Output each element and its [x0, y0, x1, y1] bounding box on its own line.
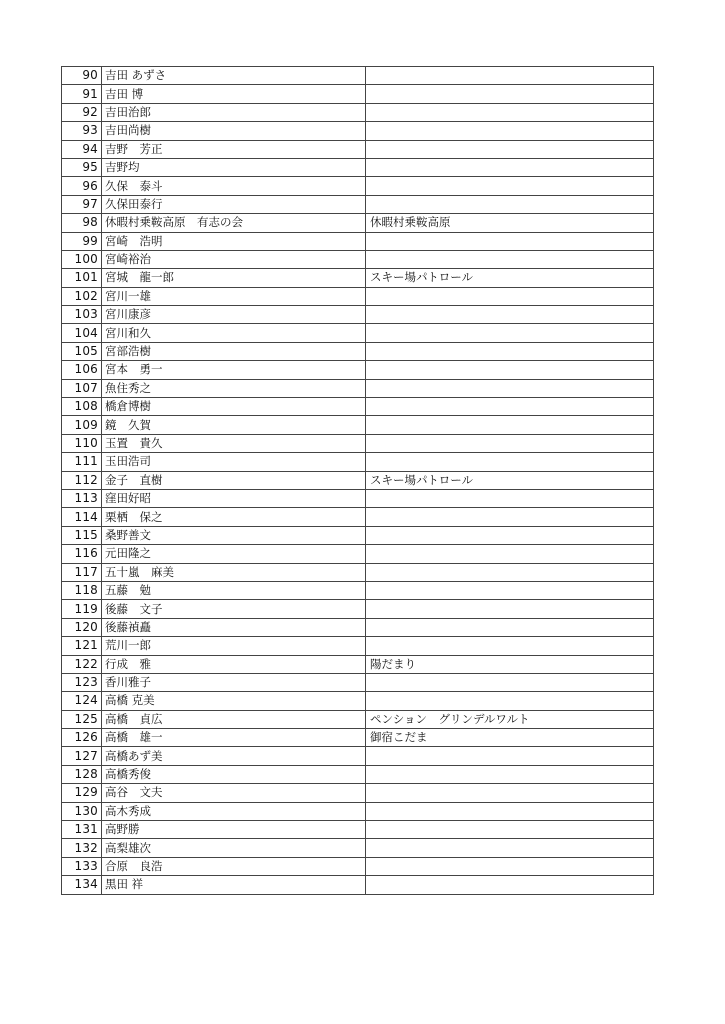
name-cell: 吉田治郎: [102, 103, 366, 121]
affiliation-cell: スキー場パトロール: [366, 471, 654, 489]
affiliation-cell: [366, 821, 654, 839]
table-row: [62, 600, 654, 618]
row-number-cell: 110: [62, 434, 102, 452]
row-number-cell: 118: [62, 581, 102, 599]
affiliation-cell: [366, 158, 654, 176]
table-row: [62, 269, 654, 287]
row-number-cell: 132: [62, 839, 102, 857]
table-row: [62, 195, 654, 213]
table-row: [62, 563, 654, 581]
name-cell: 元田隆之: [102, 545, 366, 563]
name-cell: 窪田好昭: [102, 489, 366, 507]
affiliation-cell: [366, 784, 654, 802]
table-row: [62, 618, 654, 636]
row-number-cell: 130: [62, 802, 102, 820]
affiliation-cell: [366, 122, 654, 140]
table-row: [62, 526, 654, 544]
affiliation-cell: [366, 802, 654, 820]
name-cell: 五十嵐 麻美: [102, 563, 366, 581]
affiliation-cell: [366, 673, 654, 691]
table-row: [62, 140, 654, 158]
table-row: [62, 857, 654, 875]
affiliation-cell: [366, 508, 654, 526]
row-number-cell: 126: [62, 729, 102, 747]
name-cell: 行成 雅: [102, 655, 366, 673]
row-number-cell: 120: [62, 618, 102, 636]
row-number-cell: 101: [62, 269, 102, 287]
roster-sheet: [61, 66, 653, 895]
name-cell: 宮川康彦: [102, 306, 366, 324]
affiliation-cell: [366, 453, 654, 471]
affiliation-cell: [366, 287, 654, 305]
table-row: [62, 655, 654, 673]
affiliation-cell: [366, 398, 654, 416]
name-cell: 宮川一雄: [102, 287, 366, 305]
table-row: [62, 581, 654, 599]
row-number-cell: 98: [62, 214, 102, 232]
affiliation-cell: [366, 177, 654, 195]
affiliation-cell: [366, 600, 654, 618]
name-cell: 鏡 久賀: [102, 416, 366, 434]
row-number-cell: 116: [62, 545, 102, 563]
name-cell: 高橋 克美: [102, 692, 366, 710]
affiliation-cell: [366, 526, 654, 544]
row-number-cell: 91: [62, 85, 102, 103]
table-row: [62, 379, 654, 397]
row-number-cell: 128: [62, 765, 102, 783]
row-number-cell: 123: [62, 673, 102, 691]
affiliation-cell: [366, 545, 654, 563]
table-row: [62, 158, 654, 176]
row-number-cell: 106: [62, 361, 102, 379]
row-number-cell: 109: [62, 416, 102, 434]
table-row: [62, 416, 654, 434]
name-cell: 宮崎 浩明: [102, 232, 366, 250]
name-cell: 宮崎裕治: [102, 250, 366, 268]
affiliation-cell: 休暇村乗鞍高原: [366, 214, 654, 232]
name-cell: 宮川和久: [102, 324, 366, 342]
affiliation-cell: [366, 67, 654, 85]
name-cell: 宮部浩樹: [102, 342, 366, 360]
row-number-cell: 97: [62, 195, 102, 213]
table-row: [62, 453, 654, 471]
table-row: [62, 85, 654, 103]
row-number-cell: 107: [62, 379, 102, 397]
row-number-cell: 124: [62, 692, 102, 710]
affiliation-cell: [366, 857, 654, 875]
affiliation-cell: [366, 618, 654, 636]
row-number-cell: 133: [62, 857, 102, 875]
table-row: [62, 122, 654, 140]
table-row: [62, 876, 654, 894]
affiliation-cell: [366, 85, 654, 103]
name-cell: 高梨雄次: [102, 839, 366, 857]
affiliation-cell: [366, 324, 654, 342]
affiliation-cell: [366, 195, 654, 213]
name-cell: 後藤禎矗: [102, 618, 366, 636]
name-cell: 荒川一郎: [102, 637, 366, 655]
row-number-cell: 119: [62, 600, 102, 618]
table-row: [62, 398, 654, 416]
affiliation-cell: [366, 581, 654, 599]
name-cell: 高橋あず美: [102, 747, 366, 765]
name-cell: 久保 泰斗: [102, 177, 366, 195]
name-cell: 五藤 勉: [102, 581, 366, 599]
row-number-cell: 131: [62, 821, 102, 839]
table-row: [62, 765, 654, 783]
affiliation-cell: [366, 434, 654, 452]
row-number-cell: 104: [62, 324, 102, 342]
affiliation-cell: [366, 839, 654, 857]
table-row: [62, 214, 654, 232]
affiliation-cell: [366, 489, 654, 507]
affiliation-cell: [366, 232, 654, 250]
table-row: [62, 232, 654, 250]
row-number-cell: 122: [62, 655, 102, 673]
table-row: [62, 306, 654, 324]
name-cell: 高橋 貞広: [102, 710, 366, 728]
affiliation-cell: [366, 140, 654, 158]
affiliation-cell: [366, 103, 654, 121]
table-row: [62, 673, 654, 691]
row-number-cell: 114: [62, 508, 102, 526]
name-cell: 吉田 あずさ: [102, 67, 366, 85]
row-number-cell: 92: [62, 103, 102, 121]
table-row: [62, 784, 654, 802]
name-cell: 高橋 雄一: [102, 729, 366, 747]
table-row: [62, 545, 654, 563]
affiliation-cell: スキー場パトロール: [366, 269, 654, 287]
name-cell: 桑野善文: [102, 526, 366, 544]
table-row: [62, 821, 654, 839]
name-cell: 魚住秀之: [102, 379, 366, 397]
table-row: [62, 802, 654, 820]
row-number-cell: 102: [62, 287, 102, 305]
affiliation-cell: [366, 876, 654, 894]
row-number-cell: 125: [62, 710, 102, 728]
name-cell: 香川雅子: [102, 673, 366, 691]
table-row: [62, 637, 654, 655]
table-row: [62, 103, 654, 121]
name-cell: 栗栖 保之: [102, 508, 366, 526]
affiliation-cell: [366, 747, 654, 765]
affiliation-cell: [366, 342, 654, 360]
table-row: [62, 692, 654, 710]
row-number-cell: 127: [62, 747, 102, 765]
name-cell: 玉置 貴久: [102, 434, 366, 452]
name-cell: 吉野 芳正: [102, 140, 366, 158]
table-row: [62, 747, 654, 765]
row-number-cell: 115: [62, 526, 102, 544]
affiliation-cell: [366, 637, 654, 655]
name-cell: 宮城 龍一郎: [102, 269, 366, 287]
name-cell: 橋倉博樹: [102, 398, 366, 416]
name-cell: 吉田 博: [102, 85, 366, 103]
roster-table: [61, 66, 654, 895]
row-number-cell: 100: [62, 250, 102, 268]
table-row: [62, 729, 654, 747]
affiliation-cell: [366, 379, 654, 397]
row-number-cell: 113: [62, 489, 102, 507]
name-cell: 高谷 文夫: [102, 784, 366, 802]
row-number-cell: 95: [62, 158, 102, 176]
table-row: [62, 67, 654, 85]
affiliation-cell: ペンション グリンデルワルト: [366, 710, 654, 728]
affiliation-cell: [366, 361, 654, 379]
row-number-cell: 129: [62, 784, 102, 802]
row-number-cell: 112: [62, 471, 102, 489]
affiliation-cell: [366, 563, 654, 581]
affiliation-cell: [366, 765, 654, 783]
table-row: [62, 489, 654, 507]
row-number-cell: 90: [62, 67, 102, 85]
name-cell: 久保田泰行: [102, 195, 366, 213]
row-number-cell: 93: [62, 122, 102, 140]
row-number-cell: 105: [62, 342, 102, 360]
affiliation-cell: 御宿こだま: [366, 729, 654, 747]
name-cell: 吉野均: [102, 158, 366, 176]
name-cell: 玉田浩司: [102, 453, 366, 471]
affiliation-cell: [366, 250, 654, 268]
name-cell: 宮本 勇一: [102, 361, 366, 379]
table-row: [62, 177, 654, 195]
table-row: [62, 471, 654, 489]
name-cell: 吉田尚樹: [102, 122, 366, 140]
affiliation-cell: [366, 306, 654, 324]
row-number-cell: 117: [62, 563, 102, 581]
row-number-cell: 94: [62, 140, 102, 158]
table-row: [62, 342, 654, 360]
roster-table-body: [62, 67, 654, 895]
table-row: [62, 324, 654, 342]
row-number-cell: 111: [62, 453, 102, 471]
name-cell: 高橋秀俊: [102, 765, 366, 783]
row-number-cell: 121: [62, 637, 102, 655]
name-cell: 黒田 祥: [102, 876, 366, 894]
name-cell: 高木秀成: [102, 802, 366, 820]
name-cell: 休暇村乗鞍高原 有志の会: [102, 214, 366, 232]
table-row: [62, 250, 654, 268]
row-number-cell: 108: [62, 398, 102, 416]
name-cell: 後藤 文子: [102, 600, 366, 618]
affiliation-cell: [366, 416, 654, 434]
table-row: [62, 508, 654, 526]
affiliation-cell: 陽だまり: [366, 655, 654, 673]
table-row: [62, 710, 654, 728]
name-cell: 合原 良浩: [102, 857, 366, 875]
row-number-cell: 96: [62, 177, 102, 195]
table-row: [62, 434, 654, 452]
table-row: [62, 361, 654, 379]
row-number-cell: 99: [62, 232, 102, 250]
table-row: [62, 287, 654, 305]
row-number-cell: 103: [62, 306, 102, 324]
name-cell: 高野勝: [102, 821, 366, 839]
affiliation-cell: [366, 692, 654, 710]
table-row: [62, 839, 654, 857]
name-cell: 金子 直樹: [102, 471, 366, 489]
row-number-cell: 134: [62, 876, 102, 894]
